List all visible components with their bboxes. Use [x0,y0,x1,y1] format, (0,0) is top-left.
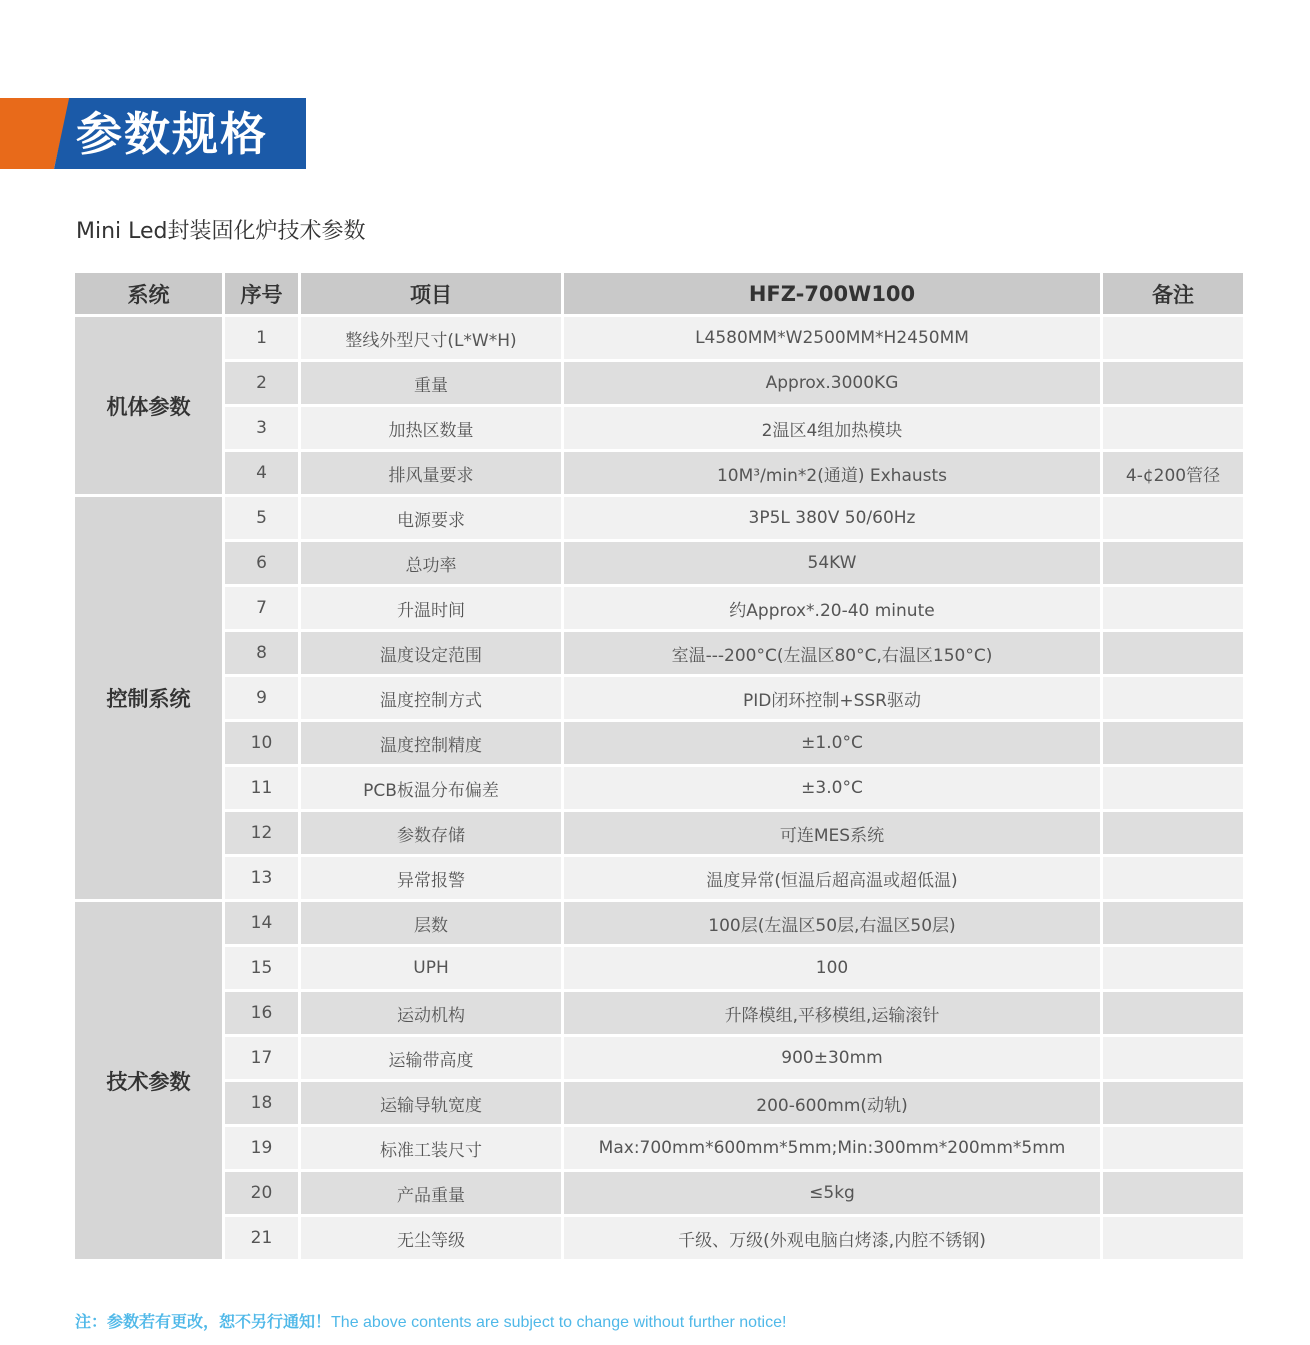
row-number-cell: 3 [225,407,298,449]
note-cell [1103,992,1243,1034]
item-cell: 排风量要求 [301,452,561,494]
note-cell [1103,407,1243,449]
note-cell [1103,902,1243,944]
item-cell: 温度控制方式 [301,677,561,719]
row-number-cell: 7 [225,587,298,629]
note-cell [1103,1127,1243,1169]
item-cell: PCB板温分布偏差 [301,767,561,809]
value-cell: ≤5kg [564,1172,1100,1214]
value-cell: 千级、万级(外观电脑白烤漆,内腔不锈钢) [564,1217,1100,1259]
table-subtitle: Mini Led封装固化炉技术参数 [76,219,366,244]
table-row [75,587,1243,629]
table-row [75,992,1243,1034]
table-body [75,317,1243,1259]
table-row [75,1217,1243,1259]
system-group-cell: 技术参数 [75,902,222,1259]
table-row [75,1037,1243,1079]
row-number-cell: 20 [225,1172,298,1214]
item-cell: 电源要求 [301,497,561,539]
header-note: 备注 [1103,273,1243,314]
row-number-cell: 4 [225,452,298,494]
value-cell: L4580MM*W2500MM*H2450MM [564,317,1100,359]
row-number-cell: 1 [225,317,298,359]
system-group-cell: 控制系统 [75,497,222,899]
item-cell: 加热区数量 [301,407,561,449]
item-cell: 运输导轨宽度 [301,1082,561,1124]
item-cell: 运动机构 [301,992,561,1034]
table-row [75,1127,1243,1169]
value-cell: 可连MES系统 [564,812,1100,854]
item-cell: 异常报警 [301,857,561,899]
row-number-cell: 2 [225,362,298,404]
note-cell [1103,1217,1243,1259]
row-number-cell: 12 [225,812,298,854]
item-cell: UPH [301,947,561,989]
note-cell: 4-¢200管径 [1103,452,1243,494]
value-cell: Approx.3000KG [564,362,1100,404]
value-cell: 3P5L 380V 50/60Hz [564,497,1100,539]
note-cell [1103,677,1243,719]
note-cell [1103,857,1243,899]
value-cell: 100层(左温区50层,右温区50层) [564,902,1100,944]
value-cell: 温度异常(恒温后超高温或超低温) [564,857,1100,899]
note-cell [1103,812,1243,854]
item-cell: 总功率 [301,542,561,584]
row-number-cell: 14 [225,902,298,944]
row-number-cell: 13 [225,857,298,899]
table-row [75,857,1243,899]
note-cell [1103,1037,1243,1079]
table-row [75,317,1243,359]
table-row [75,947,1243,989]
system-group-cell: 机体参数 [75,317,222,494]
table-row [75,722,1243,764]
value-cell: 10M³/min*2(通道) Exhausts [564,452,1100,494]
table-header-row [75,273,1243,314]
section-banner [0,98,306,169]
item-cell: 运输带高度 [301,1037,561,1079]
table-row [75,1082,1243,1124]
table-row [75,542,1243,584]
header-system: 系统 [75,273,222,314]
item-cell: 温度设定范围 [301,632,561,674]
item-cell: 整线外型尺寸(L*W*H) [301,317,561,359]
note-cell [1103,947,1243,989]
value-cell: 2温区4组加热模块 [564,407,1100,449]
note-cell [1103,767,1243,809]
item-cell: 标准工装尺寸 [301,1127,561,1169]
table-row [75,497,1243,539]
row-number-cell: 9 [225,677,298,719]
header-model: HFZ-700W100 [564,273,1100,314]
item-cell: 产品重量 [301,1172,561,1214]
note-cell [1103,542,1243,584]
value-cell: 室温---200°C(左温区80°C,右温区150°C) [564,632,1100,674]
header-item: 项目 [301,273,561,314]
header-number: 序号 [225,273,298,314]
table-row [75,362,1243,404]
table-row [75,767,1243,809]
table-row [75,902,1243,944]
value-cell: Max:700mm*600mm*5mm;Min:300mm*200mm*5mm [564,1127,1100,1169]
row-number-cell: 17 [225,1037,298,1079]
footnote-cn: 注：参数若有更改，恕不另行通知！ [75,1312,332,1331]
footnote-en: The above contents are subject to change without further notice! [331,1314,787,1331]
table-row [75,632,1243,674]
value-cell: 54KW [564,542,1100,584]
footnote [75,1309,786,1332]
value-cell: 900±30mm [564,1037,1100,1079]
note-cell [1103,587,1243,629]
note-cell [1103,1082,1243,1124]
item-cell: 参数存储 [301,812,561,854]
table-row [75,407,1243,449]
row-number-cell: 6 [225,542,298,584]
value-cell: ±1.0°C [564,722,1100,764]
value-cell: 200-600mm(动轨) [564,1082,1100,1124]
spec-table [72,270,1246,1262]
value-cell: 升降模组,平移模组,运输滚针 [564,992,1100,1034]
note-cell [1103,362,1243,404]
row-number-cell: 5 [225,497,298,539]
value-cell: PID闭环控制+SSR驱动 [564,677,1100,719]
table-row [75,677,1243,719]
note-cell [1103,317,1243,359]
value-cell: 约Approx*.20-40 minute [564,587,1100,629]
row-number-cell: 8 [225,632,298,674]
item-cell: 升温时间 [301,587,561,629]
row-number-cell: 18 [225,1082,298,1124]
item-cell: 层数 [301,902,561,944]
item-cell: 无尘等级 [301,1217,561,1259]
table-row [75,452,1243,494]
row-number-cell: 21 [225,1217,298,1259]
note-cell [1103,1172,1243,1214]
item-cell: 重量 [301,362,561,404]
table-row [75,1172,1243,1214]
note-cell [1103,632,1243,674]
row-number-cell: 15 [225,947,298,989]
item-cell: 温度控制精度 [301,722,561,764]
note-cell [1103,722,1243,764]
value-cell: ±3.0°C [564,767,1100,809]
row-number-cell: 19 [225,1127,298,1169]
value-cell: 100 [564,947,1100,989]
row-number-cell: 16 [225,992,298,1034]
row-number-cell: 10 [225,722,298,764]
section-title: 参数规格 [76,107,268,161]
table-row [75,812,1243,854]
note-cell [1103,497,1243,539]
row-number-cell: 11 [225,767,298,809]
